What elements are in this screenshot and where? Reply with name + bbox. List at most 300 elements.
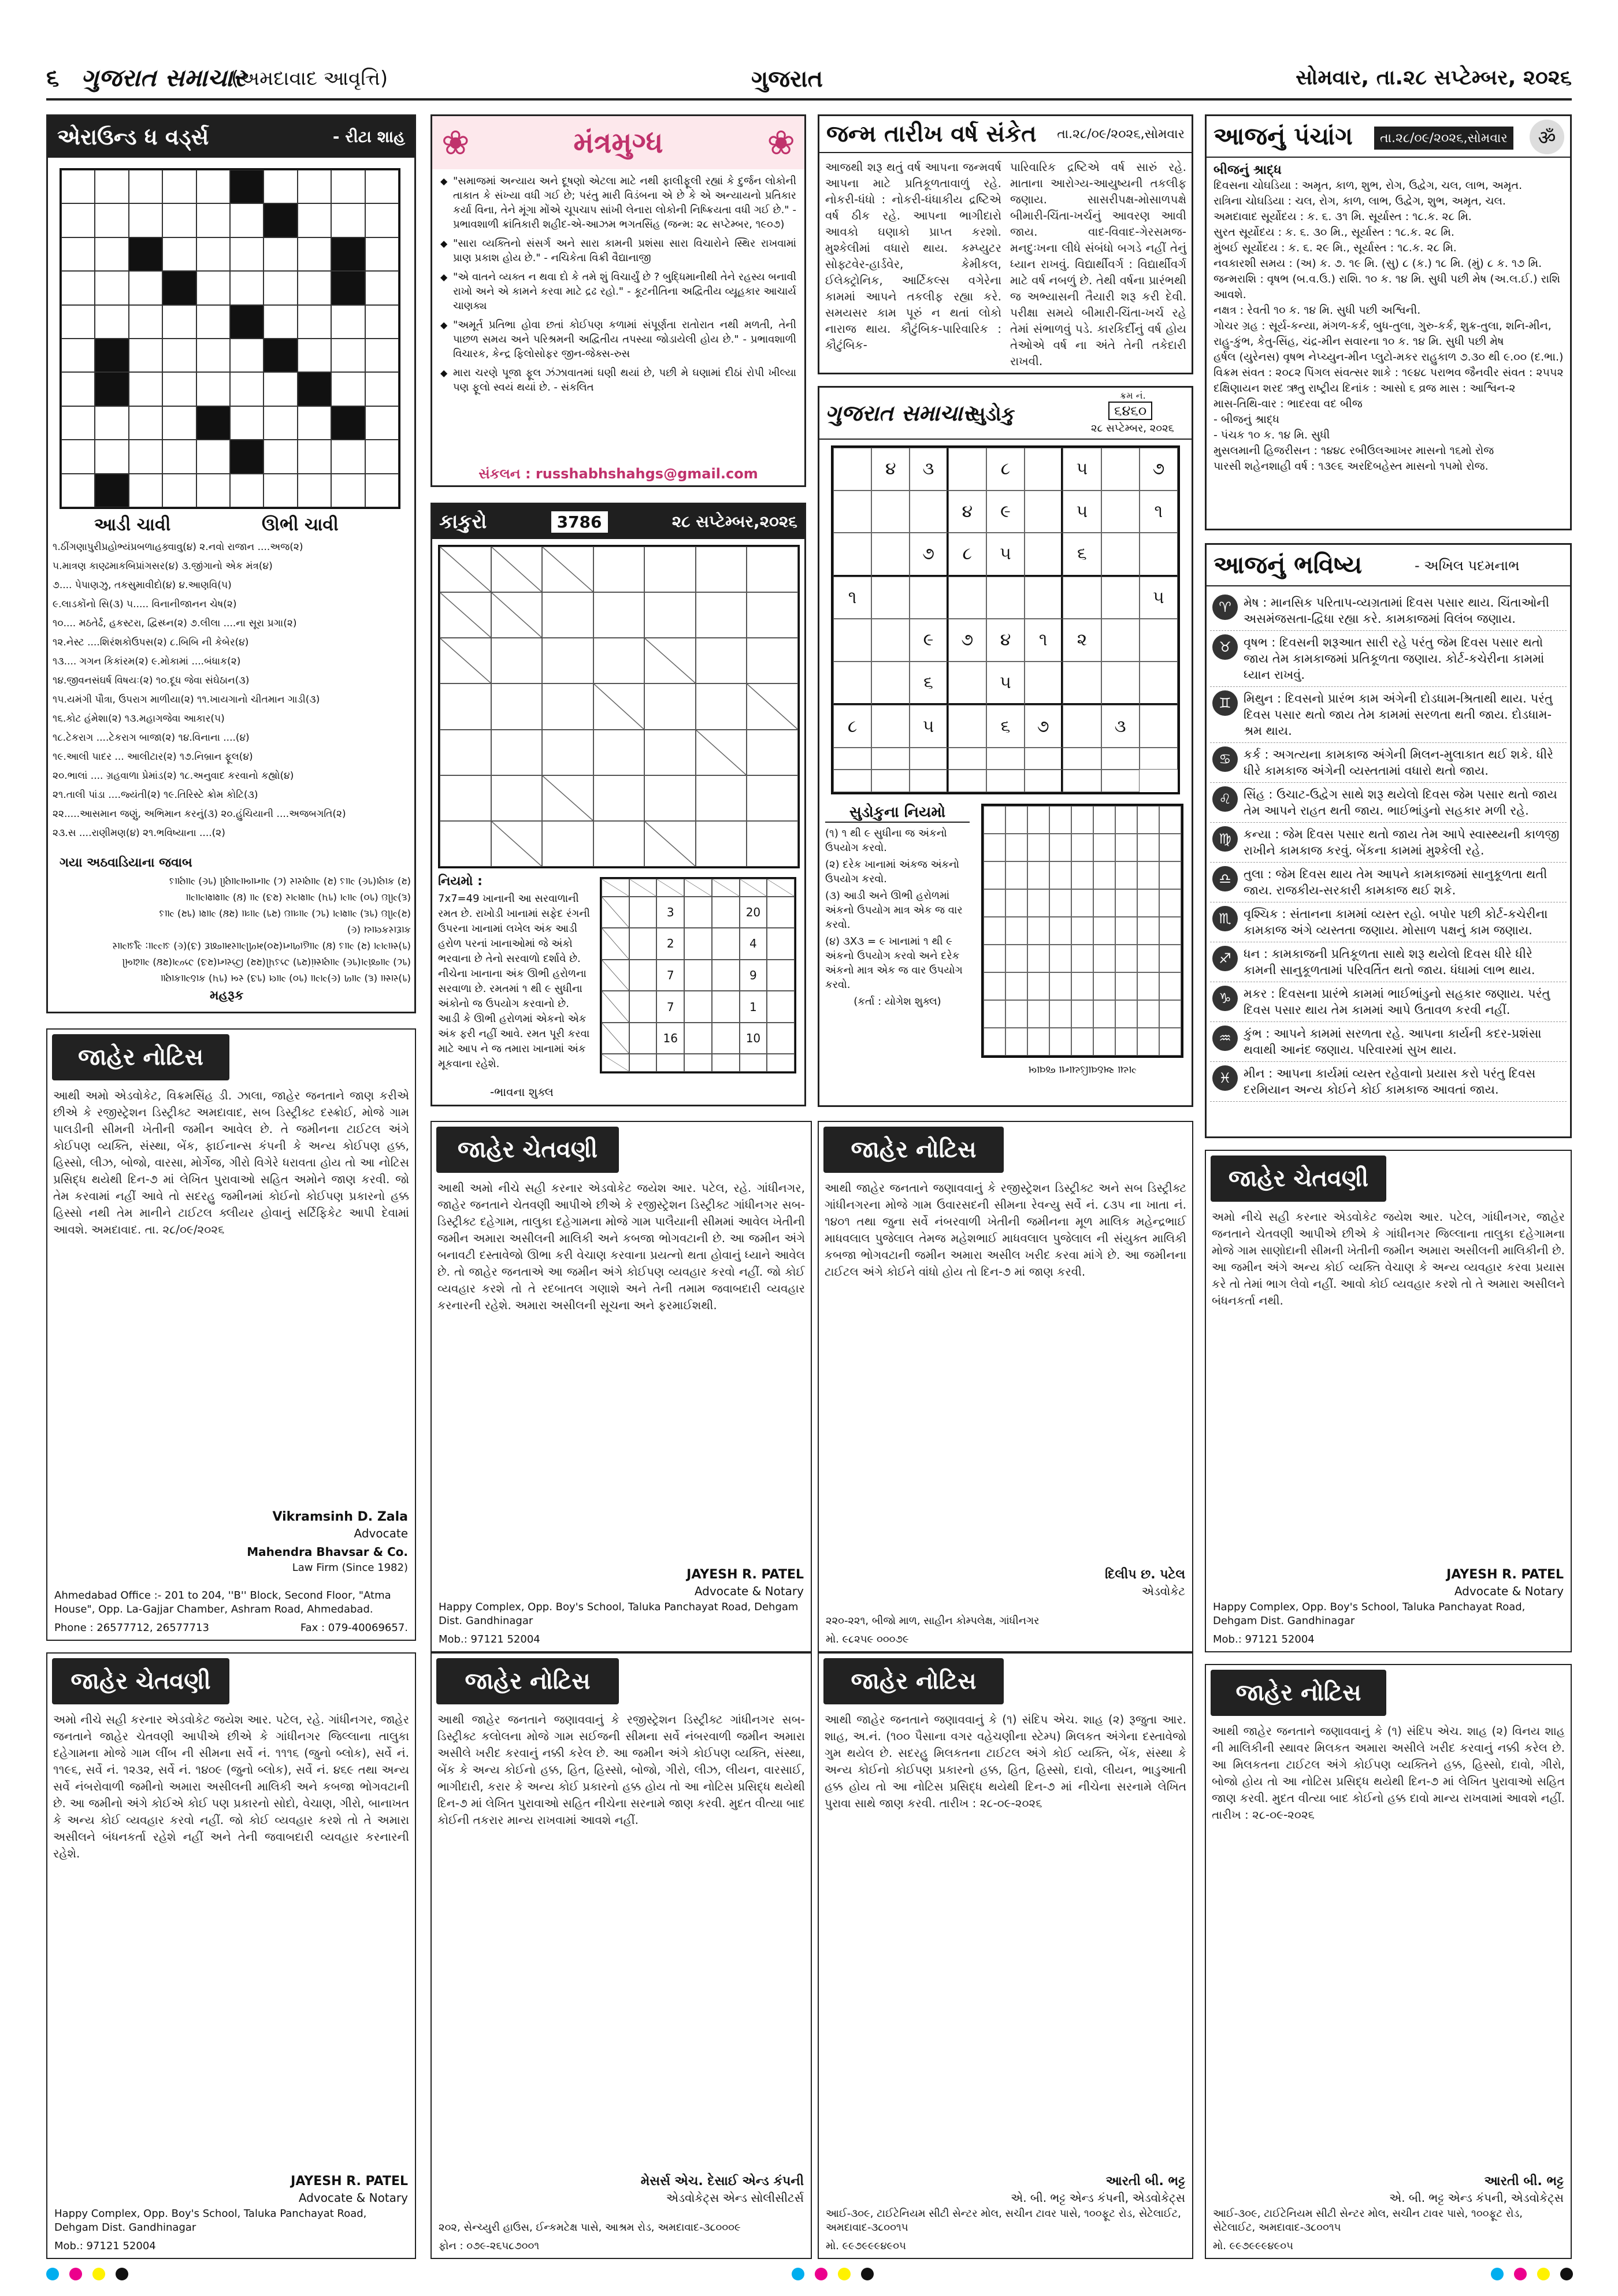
- sudoku-answer-cell: [1115, 917, 1137, 945]
- sudoku-cell[interactable]: [833, 448, 871, 491]
- crossword-cell[interactable]: [61, 203, 95, 237]
- virgo-icon: ♍: [1212, 826, 1238, 852]
- crossword-cell[interactable]: [331, 203, 365, 237]
- crossword-grid[interactable]: [60, 168, 400, 509]
- crossword-cell[interactable]: [264, 372, 297, 406]
- kakuro-answer-cell: [629, 879, 657, 897]
- kakuro-cell: [644, 821, 696, 867]
- crossword-cell[interactable]: [196, 372, 230, 406]
- kakuro-answer-cell: [767, 960, 795, 991]
- crossword-cell[interactable]: [298, 339, 331, 372]
- crossword-cell[interactable]: [298, 203, 331, 237]
- sudoku-cell[interactable]: [1101, 491, 1140, 533]
- crossword-cell[interactable]: [331, 170, 365, 203]
- sudoku-answer-caption: ગયા અઠવાડિયાના જવાબ: [1028, 1064, 1137, 1076]
- crossword-cell[interactable]: [365, 237, 399, 271]
- sudoku-answer-cell: [1005, 861, 1027, 889]
- pisces-icon: ♓: [1212, 1065, 1238, 1091]
- sudoku-cell[interactable]: [1063, 748, 1101, 770]
- crossword-cell[interactable]: [196, 339, 230, 372]
- kakuro-cell[interactable]: [440, 775, 491, 821]
- sudoku-cell: ૫: [1063, 491, 1101, 533]
- section-label: ગુજરાત: [751, 66, 823, 92]
- notice-signature: મેસર્સ એચ. દેસાઈ એન્ડ કંપની: [640, 2174, 804, 2189]
- kakuro-cell[interactable]: [542, 821, 593, 867]
- notice-title: જાહેર નોટિસ: [52, 1034, 229, 1080]
- kakuro-cell[interactable]: [542, 638, 593, 683]
- sudoku-cell[interactable]: [1063, 577, 1101, 619]
- kakuro-answer-cell: [740, 1054, 767, 1072]
- kakuro-cell[interactable]: [747, 730, 798, 775]
- crossword-cell[interactable]: [365, 271, 399, 304]
- crossword-cell[interactable]: [331, 372, 365, 406]
- sudoku-answer-cell: [1027, 972, 1049, 1000]
- crossword-cell: [196, 406, 230, 440]
- sudoku-answer-cell: [1093, 972, 1115, 1000]
- sudoku-cell[interactable]: [833, 491, 871, 533]
- rashi-text: કુંભ : આપને કામમાં સરળતા રહે. આપના કાર્યની કદર-પ્રશંસા થવાથી આનંદ જણાય. પરિવારમાં સુખ થાય.: [1244, 1027, 1542, 1057]
- notice-office: ૨૦૨, સેન્ચ્યુરી હાઉસ, ઈન્કમટેક્ષ પાસે, આશ્રમ રોડ, અમદાવાદ-૩૮૦૦૦૯: [439, 2221, 741, 2234]
- crossword-cell[interactable]: [95, 170, 128, 203]
- crossword-cell[interactable]: [298, 440, 331, 473]
- kakuro-answer-cell: [629, 960, 657, 991]
- crossword-cell[interactable]: [129, 271, 162, 304]
- sudoku-cell[interactable]: [833, 748, 871, 770]
- sudoku-cell[interactable]: [833, 770, 871, 792]
- page-number: ૬: [46, 65, 60, 91]
- crossword-cell[interactable]: [365, 339, 399, 372]
- crossword-cell[interactable]: [298, 237, 331, 271]
- kakuro-answer-value: 20: [745, 905, 761, 919]
- kakuro-cell[interactable]: [696, 638, 747, 683]
- crossword-cell[interactable]: [298, 406, 331, 440]
- sudoku-cell[interactable]: [948, 705, 986, 748]
- sudoku-cell[interactable]: [986, 577, 1025, 619]
- crossword-cell[interactable]: [331, 440, 365, 473]
- sudoku-cell[interactable]: [871, 662, 910, 705]
- kakuro-cell[interactable]: [440, 821, 491, 867]
- notice-title: જાહેર ચેતવણી: [436, 1127, 619, 1173]
- mantra-quote-text: "સારા વ્યક્તિનો સંસર્ગ અને સારા કામની પ્રશંસા સારા વિચારોને સ્થિર રાખવામાં પ્રાણ પ્રકાશ હોય છે." - નચિકેતા વિક્રી વૈદ્યાનાજી: [453, 237, 796, 264]
- crossword-cell[interactable]: [298, 170, 331, 203]
- crossword-cell[interactable]: [61, 271, 95, 304]
- kakuro-answer-cell: [684, 991, 712, 1023]
- kakuro-cell[interactable]: [440, 730, 491, 775]
- kakuro-title: કાકુરો: [439, 510, 487, 533]
- crossword-cell[interactable]: [95, 203, 128, 237]
- crossword-cell[interactable]: [365, 170, 399, 203]
- crossword-cell[interactable]: [95, 305, 128, 339]
- crossword-cell[interactable]: [129, 339, 162, 372]
- kakuro-answer-cell: [684, 1054, 712, 1072]
- crossword-cell[interactable]: [230, 372, 264, 406]
- rashi-text: વૃશ્ચિક : સંતાનના કામમાં વ્યસ્ત રહો. બપોર પછી કોર્ટ-કચેરીના કામકાજ અંગે વ્યસ્તતા જણાય. મોસાળ પક્ષનું કામ જણાય.: [1244, 907, 1548, 937]
- crossword-cell: [162, 271, 196, 304]
- sudoku-cell[interactable]: [1101, 748, 1140, 770]
- panchang-lines: [1214, 162, 1564, 474]
- sudoku-cell[interactable]: [910, 491, 948, 533]
- crossword-cell[interactable]: [162, 339, 196, 372]
- kakuro-cell[interactable]: [440, 683, 491, 729]
- crossword-cell[interactable]: [331, 339, 365, 372]
- crossword-cell: [230, 305, 264, 339]
- notice-sign-role: એ. બી. ભટ્ટ એન્ડ કંપની, એડવોકેટ્સ: [1011, 2191, 1185, 2205]
- crossword-cell[interactable]: [162, 305, 196, 339]
- sudoku-cell[interactable]: [1101, 662, 1140, 705]
- notice-body: આથી જાહેર જનતાને જણાવવાનું કે (૧) સંદિપ એચ. શાહ (૨) રૂજુતા આર. શાહ, અ.નં. (૧૦૦ પૈસાના વગર વહેચણીના સ્ટેમ્પ) મિલકત અંગેના દસ્તાવેજો ગુમ થયેલ છે. સદરહુ મિલકતના ટાઈટલ અંગે કોઈ વ્યક્તિ, બેંક, સંસ્થા કે અન્ય કોઈનો કોઈપણ પ્રકારનો હક્ક, હિત, હિસ્સો, દાવો, લીયન, ભાડુઆતી હક્ક હોય તો આ નોટિસ પ્રસિદ્ધ થયેથી દિન-૭ માં નીચેના સરનામે લેખિત પુરાવા સાથે જાણ કરવી. તારીખ : ૨૮-૦૯-૨૦૨૬: [825, 1712, 1186, 1810]
- panchang-line: નક્ષત્ર : રેવતી ૧૦ ક. ૧૪ મિ. સુધી પછી અશ્વિની.: [1214, 304, 1421, 317]
- crossword-cell[interactable]: [365, 406, 399, 440]
- sudoku-cell[interactable]: [948, 662, 986, 705]
- crossword-cell: [264, 203, 297, 237]
- crossword-cell[interactable]: [129, 305, 162, 339]
- crossword-cell[interactable]: [61, 372, 95, 406]
- paper-name: ગુજરાત સમાચાર: [81, 64, 246, 92]
- kakuro-cell[interactable]: [644, 730, 696, 775]
- kakuro-cell: [491, 592, 543, 638]
- sudoku-answer-cell: [1049, 917, 1071, 945]
- kakuro-cell[interactable]: [542, 683, 593, 729]
- sagittarius-icon: ♐: [1212, 946, 1238, 971]
- sudoku-cell[interactable]: [1025, 533, 1063, 577]
- crossword-cell[interactable]: [230, 237, 264, 271]
- sudoku-cell[interactable]: [1101, 770, 1140, 792]
- notice-phone: Phone : 26577712, 26577713: [54, 1622, 209, 1634]
- sudoku-cell[interactable]: [1140, 662, 1178, 705]
- sudoku-cell[interactable]: [1063, 705, 1101, 748]
- libra-icon: ♎: [1212, 866, 1238, 891]
- sudoku-grid[interactable]: [831, 445, 1180, 794]
- crossword-clue-line: ૨૦.ભાલાં .... ગ્રહવાળા પ્રેમાંડ(૨) ૧૮.અનુવાદ કરવાનો કહ્યો(૪): [53, 770, 294, 782]
- panchang-line: નવકારશી સમય : (અ) ક. ૭. ૧૯ મિ. (સુ) ૮ (ક.) ૧૮ મિ. (મું) ૮ ક. ૧૭ મિ.: [1214, 257, 1542, 270]
- kakuro-cell[interactable]: [593, 638, 645, 683]
- kakuro-cell[interactable]: [747, 547, 798, 592]
- crossword-answer-line: (૨) કાણ(૧૯) ગાડ (૨) ગાણરાર (૮) ગાનાબાગાણી (૧૯) ગાણાડ: [169, 875, 411, 887]
- crossword-cell[interactable]: [365, 372, 399, 406]
- crossword-cell[interactable]: [230, 339, 264, 372]
- bhavishya-list: [1210, 591, 1567, 1102]
- crossword-answers: [53, 873, 411, 986]
- kakuro-grid[interactable]: [438, 545, 800, 868]
- notice-title: જાહેર ચેતવણી: [1211, 1156, 1386, 1202]
- crossword-cell[interactable]: [196, 440, 230, 473]
- panchang-panel: [1205, 114, 1572, 530]
- kakuro-answer-cell: [656, 991, 684, 1023]
- sudoku-cell[interactable]: [871, 748, 910, 770]
- kakuro-cell[interactable]: [491, 683, 543, 729]
- crossword-cell[interactable]: [230, 474, 264, 507]
- sudoku-cell[interactable]: [910, 770, 948, 792]
- sudoku-cell[interactable]: [833, 533, 871, 577]
- capricorn-icon: ♑: [1212, 986, 1238, 1011]
- quote-bullet-icon: ◆: [440, 319, 448, 330]
- kakuro-cell[interactable]: [644, 547, 696, 592]
- crossword-cell[interactable]: [129, 203, 162, 237]
- crossword-clues: [53, 538, 411, 843]
- mantra-panel: [431, 114, 806, 487]
- sudoku-cell[interactable]: [871, 619, 910, 662]
- sudoku-cell[interactable]: [871, 533, 910, 577]
- sudoku-cell[interactable]: [833, 619, 871, 662]
- sudoku-cell[interactable]: [1140, 619, 1178, 662]
- sudoku-cell[interactable]: [948, 748, 986, 770]
- crossword-cell[interactable]: [129, 170, 162, 203]
- sudoku-cell[interactable]: [948, 448, 986, 491]
- edition-label: (અમદાવાદ આવૃત્તિ): [231, 67, 388, 90]
- kakuro-cell[interactable]: [491, 775, 543, 821]
- crossword-cell[interactable]: [196, 237, 230, 271]
- kakuro-cell[interactable]: [593, 592, 645, 638]
- sudoku-cell: ૮: [833, 705, 871, 748]
- sudoku-answer-cell: [1115, 861, 1137, 889]
- sudoku-cell[interactable]: [1101, 619, 1140, 662]
- crossword-cell[interactable]: [264, 406, 297, 440]
- aries-icon: ♈: [1212, 595, 1238, 620]
- notice-phone: મો. ૯૯૭૯૯૯૪૯૦૫: [826, 2240, 906, 2252]
- sudoku-cell[interactable]: [1140, 705, 1178, 748]
- sudoku-rule: (૨) દરેક ખાનામાં અંકજ અંકનો ઉપયોગ કરવો.: [825, 859, 960, 885]
- notice-title: જાહેર નોટિસ: [823, 1127, 1004, 1173]
- rashi-row: [1210, 591, 1567, 631]
- sudoku-answer-cell: [1115, 889, 1137, 917]
- kakuro-answer-cell: [684, 879, 712, 897]
- bhavishya-title: આજનું ભવિષ્ય: [1214, 551, 1363, 579]
- kakuro-cell[interactable]: [593, 775, 645, 821]
- crossword-clue-line: ૫.માત્રણ કાણ્ઢમાકબિપ્રાંગસર(૪) ૩.જીંગાનો એક મંત્ર(૪): [53, 560, 273, 572]
- sudoku-cell[interactable]: [871, 491, 910, 533]
- crossword-answer-line: (૧)રાસા (૬) ગાળ (૯)ગગા (૧૦) ગાલ (૧૩) રબ (૧૫) કાઠગાકાણા: [160, 972, 411, 984]
- crossword-answer-line: (૨)ગીઇ (૧૬) ગાશગ (૧૮) ગાત્રાઇ (૨૧) ગાત્રા (૨૪) ગાશ (૧૨) ગાડ: [159, 908, 411, 919]
- sudoku-cell[interactable]: [1140, 748, 1178, 770]
- crossword-cell[interactable]: [162, 170, 196, 203]
- crossword-cell[interactable]: [196, 305, 230, 339]
- ganesha-icon: ॐ: [1530, 120, 1564, 154]
- crossword-cell[interactable]: [61, 440, 95, 473]
- crossword-cell[interactable]: [264, 305, 297, 339]
- kakuro-cell[interactable]: [696, 547, 747, 592]
- crossword-cell[interactable]: [61, 406, 95, 440]
- crossword-cell[interactable]: [61, 474, 95, 507]
- kakuro-cell[interactable]: [747, 592, 798, 638]
- crossword-cell[interactable]: [95, 271, 128, 304]
- crossword-cell: [95, 372, 128, 406]
- sudoku-cell[interactable]: [871, 705, 910, 748]
- crossword-cell[interactable]: [61, 170, 95, 203]
- crossword-cell[interactable]: [162, 372, 196, 406]
- crossword-cell[interactable]: [365, 474, 399, 507]
- kakuro-cell[interactable]: [593, 730, 645, 775]
- crossword-cell: [95, 339, 128, 372]
- sudoku-cell[interactable]: [1025, 491, 1063, 533]
- kakuro-cell: [491, 547, 543, 592]
- sudoku-answer-cell: [1093, 1000, 1115, 1028]
- kakuro-cell[interactable]: [747, 775, 798, 821]
- notice-office: આઈ-૩૦૯, ટાઈટેનિયમ સીટી સેન્ટર મોલ, સચીન ટાવર પાસે, ૧૦૦ફૂટ રોડ, સેટેલાઈટ, અમદાવાદ-૩૮૦૦૧૫: [1213, 2208, 1523, 2234]
- crossword-cell[interactable]: [95, 406, 128, 440]
- answers-credit: મહરૂક: [210, 989, 244, 1003]
- crossword-author: - રીટા શાહ: [332, 127, 405, 146]
- sudoku-cell[interactable]: [1025, 577, 1063, 619]
- kakuro-answer-cell: [656, 1054, 684, 1072]
- crossword-cell[interactable]: [196, 271, 230, 304]
- sudoku-cell: ૪: [986, 619, 1025, 662]
- sudoku-cell[interactable]: [1063, 662, 1101, 705]
- crossword-cell[interactable]: [365, 440, 399, 473]
- crossword-cell[interactable]: [129, 406, 162, 440]
- sudoku-cell: ૭: [910, 533, 948, 577]
- crossword-cell[interactable]: [264, 271, 297, 304]
- aquarius-icon: ♒: [1212, 1026, 1238, 1051]
- sudoku-answer-cell: [1093, 945, 1115, 972]
- kakuro-answer-value: 9: [749, 968, 757, 982]
- kakuro-cell[interactable]: [542, 730, 593, 775]
- sudoku-cell[interactable]: [948, 577, 986, 619]
- sudoku-cell[interactable]: [1025, 748, 1063, 770]
- taurus-icon: ♉: [1212, 634, 1238, 660]
- sudoku-cell[interactable]: [910, 748, 948, 770]
- crossword-cell[interactable]: [365, 203, 399, 237]
- crossword-cell[interactable]: [331, 305, 365, 339]
- crossword-cell[interactable]: [129, 372, 162, 406]
- sudoku-answer-cell: [1071, 917, 1093, 945]
- kakuro-cell: [491, 821, 543, 867]
- crossword-cell[interactable]: [162, 474, 196, 507]
- sudoku-answer-cell: [984, 945, 1005, 972]
- panchang-line: રાત્રિના ચોઘડિયા : ચલ, રોગ, કાળ, લાભ, ઉદ્વેગ, શુભ, અમૃત, ચલ.: [1214, 195, 1506, 207]
- rashi-text: સિંહ : ઉચાટ-ઉદ્વેગ સાથે શરૂ થયેલો દિવસ જેમ પસાર થતો જાય તેમ આપને રાહત થતી જાય. ભાઈભાંડુનો સહકાર મળી રહે.: [1244, 787, 1557, 818]
- crossword-cell[interactable]: [264, 440, 297, 473]
- kakuro-cell[interactable]: [696, 683, 747, 729]
- sudoku-cell[interactable]: [833, 662, 871, 705]
- across-title: આડી ચાવી: [94, 515, 171, 535]
- crossword-cell[interactable]: [230, 271, 264, 304]
- crossword-cell[interactable]: [95, 440, 128, 473]
- kakuro-answer-cell: [712, 897, 740, 928]
- crossword-cell[interactable]: [129, 440, 162, 473]
- sudoku-cell[interactable]: [1140, 533, 1178, 577]
- sudoku-answer-cell: [1093, 1028, 1115, 1056]
- crossword-cell[interactable]: [298, 271, 331, 304]
- notice-firm: Mahendra Bhavsar & Co.: [247, 1545, 408, 1559]
- notice-body: આથી અમો નીચે સહી કરનાર એડવોકેટ જયેશ આર. પટેલ, રહે. ગાંધીનગર, જાહેર જનતાને ચેતવણી આપીએ છીએ કે રજીસ્ટ્રેશન ડિસ્ટ્રીક્ટ ગાંધીનગર સબ-ડિસ્ટ્રીક્ટ દહેગામ, તાલુકા દહેગામના મોજે ગામ પાલૈયાની સીમમાં આવેલ ખેતીની જમીન અમારા અસીલની માલિકી અને કબજા ભોગવટાની છે. આ જમીન અંગે બનાવટી દસ્તાવેજો ઊભા કરી વેચાણ કરવાના પ્રયત્નો થતા હોવાનું ધ્યાને આવેલ છે. તો જાહેર જનતાએ આ જમીન અંગે કોઈપણ વ્યવહાર કરવો નહીં. જો કોઈ વ્યવહાર કરશે તો તે રદબાતલ ગણાશે અને તેની તમામ જવાબદારી વ્યવહાર કરનારની રહેશે. અમારા અસીલની સૂચના અને ફરમાઈશથી.: [437, 1181, 805, 1312]
- sudoku-cell: ૭: [1025, 705, 1063, 748]
- notice-sign-role: Advocate & Notary: [298, 2191, 408, 2205]
- sudoku-cell[interactable]: [948, 770, 986, 792]
- sudoku-answer-cell: [1115, 806, 1137, 834]
- kakuro-cell[interactable]: [491, 638, 543, 683]
- crossword-cell[interactable]: [162, 406, 196, 440]
- crossword-cell[interactable]: [331, 474, 365, 507]
- sudoku-cell[interactable]: [871, 577, 910, 619]
- kakuro-cell[interactable]: [644, 683, 696, 729]
- rashi-row: [1210, 743, 1567, 783]
- sudoku-cell[interactable]: [1025, 448, 1063, 491]
- sudoku-cell[interactable]: [1101, 448, 1140, 491]
- sudoku-answer-cell: [1049, 1000, 1071, 1028]
- sudoku-cell[interactable]: [1063, 770, 1101, 792]
- crossword-cell[interactable]: [162, 203, 196, 237]
- panchang-line: ગોચર ગ્રહ : સૂર્ય-કન્યા, મંગળ-કર્ક, બુધ-તુલા, ગુરુ-કર્ક, શુક્ર-તુલા, શનિ-મીન, રાહુ-કુંભ, કેતુ-સિંહ, ચંદ્ર-મીન સવારના ૧૦ ક. ૧૪ મિ. સુધી પછી મેષ: [1214, 319, 1552, 348]
- sudoku-cell[interactable]: [871, 770, 910, 792]
- sudoku-cell[interactable]: [986, 770, 1025, 792]
- kakuro-cell[interactable]: [747, 638, 798, 683]
- kakuro-cell[interactable]: [747, 821, 798, 867]
- crossword-cell[interactable]: [230, 203, 264, 237]
- sudoku-cell[interactable]: [1101, 533, 1140, 577]
- crossword-cell[interactable]: [230, 406, 264, 440]
- sudoku-answer-cell: [1005, 945, 1027, 972]
- crossword-cell[interactable]: [264, 237, 297, 271]
- crossword-cell[interactable]: [196, 474, 230, 507]
- color-registration-bar: [46, 2268, 1572, 2285]
- crossword-cell[interactable]: [129, 474, 162, 507]
- crossword-cell[interactable]: [298, 474, 331, 507]
- crossword-cell[interactable]: [162, 237, 196, 271]
- kakuro-cell[interactable]: [696, 592, 747, 638]
- sudoku-answer-cell: [1137, 1028, 1159, 1056]
- crossword-cell[interactable]: [162, 440, 196, 473]
- crossword-cell[interactable]: [264, 474, 297, 507]
- sudoku-cell[interactable]: [986, 748, 1025, 770]
- mantra-quote-text: "અમૂર્ત પ્રતિભા હોવા છતાં કોઈપણ કળામાં સંપૂર્ણતા રાતોરાત નથી મળતી, તેની પાછળ સમય અને પરિશ્રમની અદ્વિતીય તપસ્યા જોડાયેલી હોય છે." - પ્રભાવશાળી વિચારક, કેન્દ્ર ફિલોસોફર જીન-જેક્સ-રુસ: [453, 319, 796, 360]
- crossword-title: એરાઉન્ડ ધ વર્ડ્સ: [57, 124, 209, 150]
- sudoku-cell: ૯: [910, 619, 948, 662]
- crossword-cell[interactable]: [264, 170, 297, 203]
- kakuro-cell: [440, 638, 491, 683]
- kakuro-cell[interactable]: [644, 592, 696, 638]
- sudoku-cell[interactable]: [1025, 662, 1063, 705]
- sudoku-answer-cell: [1093, 917, 1115, 945]
- crossword-clue-line: ૧૯.આલી પાદર ... આલીટાર(૨) ૧૭.નિબ્રાન ફૂલ(૪): [53, 751, 253, 763]
- notice-office: Ahmedabad Office :- 201 to 204, ''B'' Block, Second Floor, "Atma House", Opp. La-Gajjar Chamber, Ashram Road, Ahmedabad.: [54, 1589, 391, 1615]
- notice-body: આથી જાહેર જનતાને જણાવવાનું કે રજીસ્ટ્રેશન ડિસ્ટ્રીક્ટ અને સબ ડિસ્ટ્રીક્ટ ગાંધીનગરના મોજે ગામ ઉવારસદની સીમના રેવન્યુ સર્વે નં. ૮૩૫ ના ખાતા નં. ૧૪૦૧ તથા જુના સર્વે નંબરવાળી ખેતીની જમીનના મૂળ માલિક મહેન્દ્રભાઈ માધવલાલ પુજેલાલ તેમજ મહેશભાઈ માધવલાલ પુજેલાલ ની સંયુક્ત માલિકી કબજા ભોગવટાની જમીન અમારા અસીલ ખરીદ કરવા માંગે છે. આ જમીનના ટાઈટલ અંગે કોઈને વાંધો હોય તો દિન-૭ માં જાણ કરવી.: [825, 1181, 1186, 1279]
- kakuro-cell[interactable]: [593, 547, 645, 592]
- sudoku-cell[interactable]: [1101, 577, 1140, 619]
- sudoku-rules-title: સુડોકુના નિયમો: [825, 804, 970, 823]
- crossword-cell[interactable]: [61, 339, 95, 372]
- kakuro-answer-value: 16: [663, 1031, 678, 1046]
- notice-office: આઈ-૩૦૯, ટાઈટેનિયમ સીટી સેન્ટર મોલ, સચીન ટાવર પાસે, ૧૦૦ફૂટ રોડ, સેટેલાઈટ, અમદાવાદ-૩૮૦૦૧૫: [826, 2208, 1181, 2234]
- kakuro-cell[interactable]: [593, 821, 645, 867]
- scorpio-icon: ♏: [1212, 906, 1238, 931]
- kakuro-answer-cell: [767, 1023, 795, 1054]
- kakuro-cell[interactable]: [696, 775, 747, 821]
- crossword-cell[interactable]: [196, 203, 230, 237]
- kakuro-answer-cell: [740, 991, 767, 1023]
- sudoku-cell[interactable]: [1025, 770, 1063, 792]
- crossword-cell[interactable]: [61, 237, 95, 271]
- notice-phone: ફોન : ૦૭૯-૨૬૫૮૭૦૦૧: [439, 2240, 540, 2252]
- sudoku-answer-cell: [1159, 861, 1181, 889]
- sudoku-cell: ૮: [986, 448, 1025, 491]
- kakuro-cell[interactable]: [696, 821, 747, 867]
- crossword-cell[interactable]: [196, 170, 230, 203]
- kakuro-cell[interactable]: [542, 592, 593, 638]
- kakuro-cell[interactable]: [644, 775, 696, 821]
- crossword-cell[interactable]: [365, 305, 399, 339]
- sudoku-answer-cell: [1071, 972, 1093, 1000]
- crossword-cell[interactable]: [61, 305, 95, 339]
- sudoku-rule: (૩) આડી અને ઊભી હરોળમાં અંકનો ઉપયોગ માત્ર એક જ વાર કરવો.: [825, 890, 963, 931]
- crossword-cell[interactable]: [298, 305, 331, 339]
- crossword-cell: [331, 406, 365, 440]
- birthday-date: તા.૨૮/૦૯/૨૦૨૬,સોમવાર: [1057, 127, 1185, 142]
- sudoku-cell[interactable]: [910, 577, 948, 619]
- sudoku-answer-cell: [984, 889, 1005, 917]
- crossword-cell[interactable]: [95, 237, 128, 271]
- kakuro-cell[interactable]: [491, 730, 543, 775]
- notice-title: જાહેર નોટિસ: [436, 1658, 619, 1704]
